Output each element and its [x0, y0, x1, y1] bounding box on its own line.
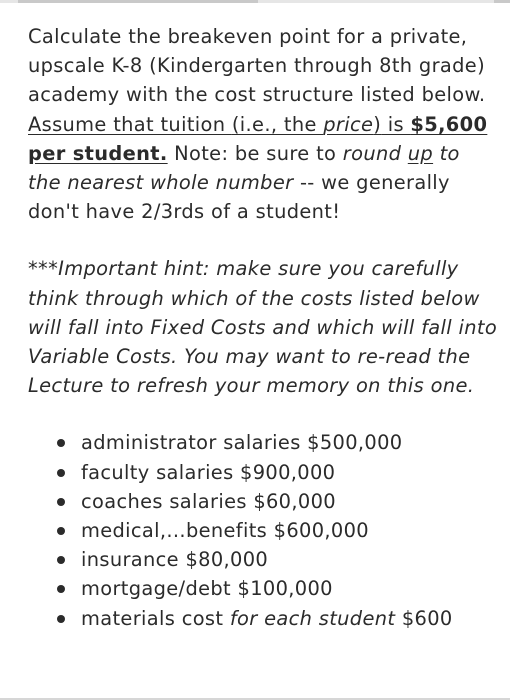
cost-item-faculty: faculty salaries $900,000 — [53, 458, 498, 487]
question-intro: Calculate the breakeven point for a private, upscale K-8 (Kindergarten through 8th grade) academy with the cost structure listed below. — [28, 25, 486, 107]
cost-item-mortgage: mortgage/debt $100,000 — [53, 574, 498, 603]
top-border — [0, 0, 510, 3]
cost-item-insurance: insurance $80,000 — [53, 545, 498, 574]
hint-text: Important hint: make sure you carefully think through which of the costs listed below will fall into Fixed Costs and which will fall into Variable Costs. You may want to re-read the Lecture to refresh your memory on this one. — [28, 257, 498, 398]
assume-close: ) — [373, 112, 382, 136]
cost-item-materials — [53, 604, 498, 633]
hint-stars: *** — [28, 257, 59, 281]
materials-label: materials cost — [81, 606, 230, 630]
cost-item-medical: medical,...benefits $600,000 — [53, 516, 498, 545]
tuition-price: $5,600 per student. — [28, 112, 488, 165]
assume-prefix: Assume that tuition — [28, 112, 232, 136]
note-prefix: Note: be sure to — [167, 141, 343, 165]
note-up: up — [407, 141, 434, 165]
materials-amount: $600 — [395, 606, 453, 630]
cost-item-administrator: administrator salaries $500,000 — [53, 428, 498, 457]
cost-list — [28, 428, 498, 632]
top-border-segment — [258, 0, 494, 3]
hint-paragraph — [28, 254, 498, 400]
assume-price: price — [323, 112, 374, 136]
question-paragraph — [28, 22, 498, 226]
assume-is: is — [381, 112, 411, 136]
note-round: round — [342, 141, 408, 165]
question-content — [28, 22, 498, 633]
note-nearest: to the nearest whole number — [28, 141, 460, 195]
top-border-segment — [0, 0, 18, 3]
cost-item-coaches: coaches salaries $60,000 — [53, 487, 498, 516]
materials-per-student: for each student — [229, 606, 396, 630]
note-suffix: -- we generally don't have 2/3rds of a student! — [28, 171, 450, 224]
assume-ie: (i.e., the — [231, 112, 324, 136]
